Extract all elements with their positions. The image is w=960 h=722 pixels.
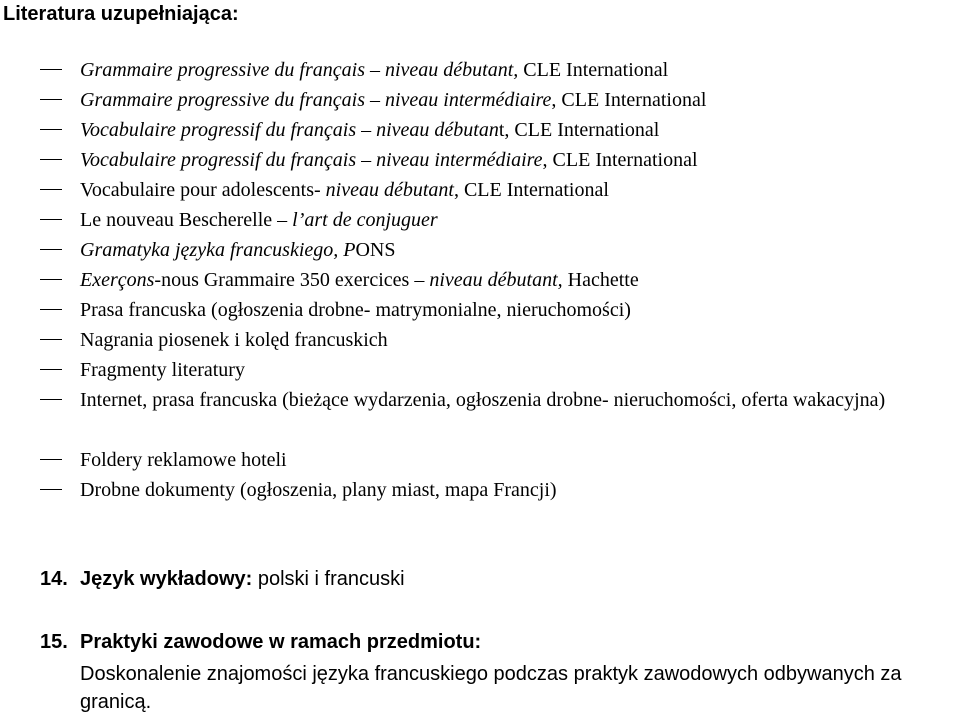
list-item xyxy=(0,114,960,144)
list-item xyxy=(0,294,960,324)
text-segment: ONS xyxy=(355,239,396,261)
list-item-text xyxy=(80,145,960,175)
list-item xyxy=(0,84,960,114)
list-item-text xyxy=(80,385,960,415)
literature-list xyxy=(0,54,960,504)
section-14-label: Język wykładowy: xyxy=(80,568,253,590)
dash-bullet-icon xyxy=(40,459,62,460)
text-segment: Vocabulaire progressif du français – niveau intermédiaire xyxy=(80,149,543,171)
list-item xyxy=(0,234,960,264)
list-item-text xyxy=(80,85,960,115)
list-item xyxy=(0,264,960,294)
text-segment: Gramatyka języka francuskiego, P xyxy=(80,239,356,261)
text-segment: , CLE International xyxy=(453,179,609,201)
section-15-label: Praktyki zawodowe w ramach przedmiotu: xyxy=(80,631,482,653)
section-14-value: polski i francuski xyxy=(252,568,405,590)
text-segment: Grammaire progressive du français – niveau intermédiaire xyxy=(80,89,552,111)
list-item xyxy=(0,174,960,204)
dash-bullet-icon xyxy=(40,489,62,490)
list-item-text xyxy=(80,445,960,475)
text-segment: niveau débutant xyxy=(325,179,454,201)
list-item xyxy=(0,474,960,504)
text-segment: , CLE International xyxy=(551,89,707,111)
dash-bullet-icon xyxy=(40,99,62,100)
dash-bullet-icon xyxy=(40,309,62,310)
text-segment: niveau débutant, xyxy=(429,269,563,291)
text-segment: t, CLE International xyxy=(498,119,660,141)
text-segment: Foldery reklamowe hoteli xyxy=(80,449,287,471)
list-item-text xyxy=(80,175,960,205)
text-segment: Vocabulaire progressif du français – niveau débutan xyxy=(80,119,499,141)
list-item xyxy=(0,354,960,384)
dash-bullet-icon xyxy=(40,219,62,220)
text-segment: Nagrania piosenek i kolęd francuskich xyxy=(80,329,388,351)
section-heading: Literatura uzupełniająca: xyxy=(3,3,239,25)
dash-bullet-icon xyxy=(40,369,62,370)
list-item xyxy=(0,54,960,84)
list-item xyxy=(0,324,960,354)
list-item-text xyxy=(80,355,960,385)
dash-bullet-icon xyxy=(40,129,62,130)
text-segment: -nous Grammaire 350 exercices – xyxy=(154,269,430,291)
text-segment: Internet, prasa francuska (bieżące wydarzenia, ogłoszenia drobne- nieruchomości, oferta wakacyjna) xyxy=(80,389,886,411)
section-15-description: Doskonalenie znajomości języka francuskiego podczas praktyk zawodowych odbywanych za granicą. xyxy=(80,663,902,713)
text-segment: l’art de conjuguer xyxy=(292,209,438,231)
dash-bullet-icon xyxy=(40,279,62,280)
dash-bullet-icon xyxy=(40,339,62,340)
section-15-number: 15. xyxy=(40,631,68,653)
dash-bullet-icon xyxy=(40,159,62,160)
text-segment: CLE International xyxy=(518,59,669,81)
text-segment: Grammaire progressive du français – niveau débutant, xyxy=(80,59,519,81)
text-segment: Prasa francuska (ogłoszenia drobne- matrymonialne, nieruchomości) xyxy=(80,299,631,321)
list-item xyxy=(0,204,960,234)
list-item xyxy=(0,144,960,174)
text-segment: , CLE International xyxy=(542,149,698,171)
text-segment: Vocabulaire pour adolescents- xyxy=(80,179,326,201)
list-item-text xyxy=(80,205,960,235)
list-item xyxy=(0,384,960,444)
text-segment: Drobne dokumenty (ogłoszenia, plany miast, mapa Francji) xyxy=(80,479,557,501)
list-item-text xyxy=(80,325,960,355)
dash-bullet-icon xyxy=(40,189,62,190)
list-item-text xyxy=(80,55,960,85)
text-segment: Exerçons xyxy=(80,269,155,291)
list-item-text xyxy=(80,475,960,505)
list-item-text xyxy=(80,295,960,325)
list-item xyxy=(0,444,960,474)
list-item-text xyxy=(80,115,960,145)
dash-bullet-icon xyxy=(40,69,62,70)
list-item-text xyxy=(80,235,960,265)
section-14-number: 14. xyxy=(40,568,68,590)
text-segment: Le nouveau Bescherelle – xyxy=(80,209,293,231)
text-segment: Hachette xyxy=(562,269,639,291)
section-14 xyxy=(40,566,405,592)
list-item-text xyxy=(80,265,960,295)
dash-bullet-icon xyxy=(40,399,62,400)
text-segment: Fragmenty literatury xyxy=(80,359,245,381)
dash-bullet-icon xyxy=(40,249,62,250)
section-15 xyxy=(40,629,481,655)
